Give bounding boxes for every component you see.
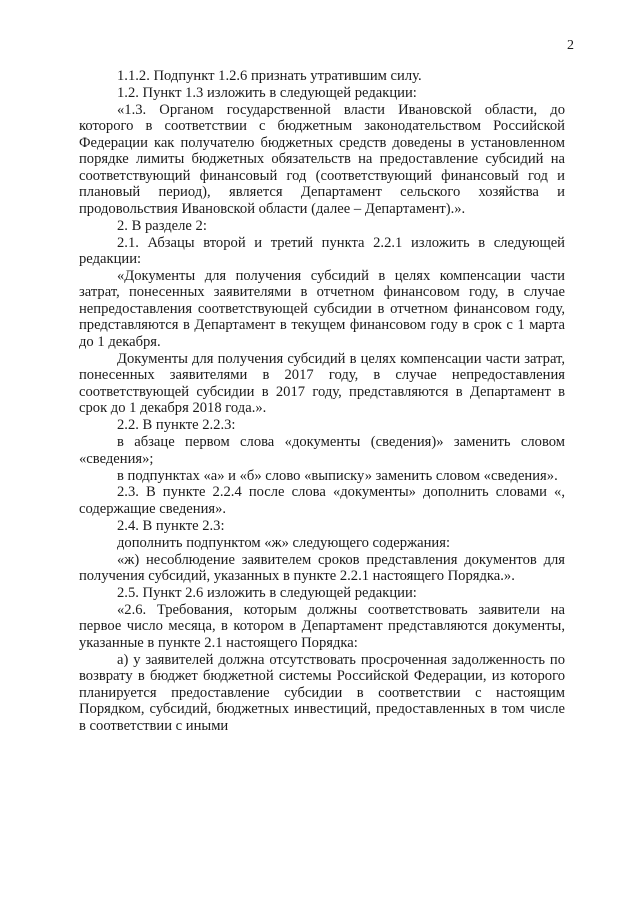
paragraph-2-3: 2.3. В пункте 2.2.4 после слова «документы» дополнить словами «, содержащие сведения». — [79, 484, 565, 517]
paragraph-2-6-quote: «2.6. Требования, которым должны соответствовать заявители на первое число месяца, в котором в Департамент представляются документы, указанные в пункте 2.1 настоящего Порядка: — [79, 601, 565, 651]
document-body — [79, 68, 565, 735]
paragraph-1-3-quote: «1.3. Органом государственной власти Ивановской области, до которого в соответствии с бюджетным законодательством Российской Федерации как получателю бюджетных средств доведены в установленном порядке лимиты бюджетных обязательств на предоставление субсидий на соответствующий финансовый год (соответствующий финансовый год и плановый период), является Департамент сельского хозяйства и продовольствия Ивановской области (далее – Департамент).». — [79, 101, 565, 217]
paragraph-1-2: 1.2. Пункт 1.3 изложить в следующей редакции: — [117, 84, 417, 101]
paragraph-2-2-a: в абзаце первом слова «документы (сведения)» заменить словом «сведения»; — [79, 434, 565, 467]
page-number: 2 — [567, 38, 574, 53]
paragraph-2-5: 2.5. Пункт 2.6 изложить в следующей редакции: — [117, 584, 417, 601]
paragraph-2-4: 2.4. В пункте 2.3: — [117, 517, 225, 534]
paragraph-2-1-quote-b: Документы для получения субсидий в целях компенсации части затрат, понесенных заявителями в 2017 году, в случае непредоставления соответствующей субсидии в 2017 году, представляются в Департамент в срок до 1 декабря 2018 года.». — [79, 350, 565, 417]
paragraph-2-6-a: а) у заявителей должна отсутствовать просроченная задолженность по возврату в бюджет бюджетной системы Российской Федерации, из которого планируется предоставление субсидии в соответствии с настоящим Порядком, субсидий, бюджетных инвестиций, предоставленных в том числе в соответствии с иными — [79, 651, 565, 734]
paragraph-section-2: 2. В разделе 2: — [117, 217, 207, 234]
paragraph-1-1-2: 1.1.2. Подпункт 1.2.6 признать утратившим силу. — [117, 68, 422, 84]
paragraph-2-1: 2.1. Абзацы второй и третий пункта 2.2.1 изложить в следующей редакции: — [79, 234, 565, 268]
paragraph-2-4-a: дополнить подпунктом «ж» следующего содержания: — [117, 534, 451, 551]
paragraph-2-4-quote: «ж) несоблюдение заявителем сроков представления документов для получения субсидий, указанных в пункте 2.2.1 настоящего Порядка.». — [79, 551, 565, 585]
paragraph-2-2-b: в подпунктах «а» и «б» слово «выписку» заменить словом «сведения». — [117, 467, 558, 484]
paragraph-2-2: 2.2. В пункте 2.2.3: — [117, 417, 236, 434]
paragraph-2-1-quote-a: «Документы для получения субсидий в целях компенсации части затрат, понесенных заявителями в отчетном финансовом году, в случае непредоставления соответствующей субсидии в отчетном финансовом году, представляются в Департамент в текущем финансовом году в срок с 1 марта до 1 декабря. — [79, 267, 565, 350]
